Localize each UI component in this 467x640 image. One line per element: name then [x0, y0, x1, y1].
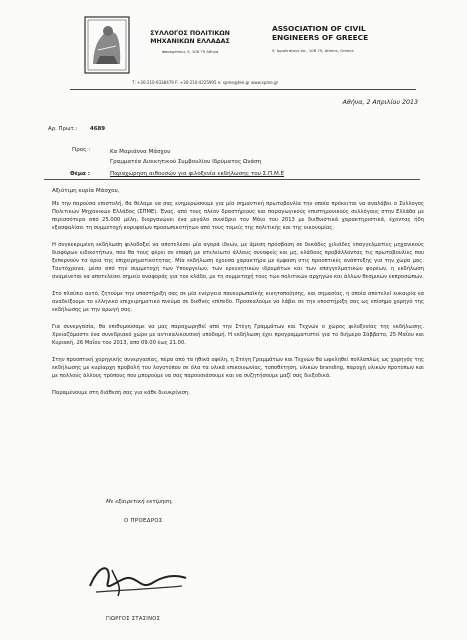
org-name-english-line1: ASSOCIATION OF CIVIL	[272, 24, 366, 33]
body-paragraph-3: Στο πλαίσιο αυτό, ζητούμε την υποστήριξη σας σε μία ενέργεια πανευρωπαϊκής κινητοποίησης, και σημασίας, η οποία αποτελεί ευκαιρία να αναδείξουμε το ελληνικό επιχειρηματικό πνεύμα σε διεθνές επίπεδο. Προσκαλούμε να λάβει σε την υποστήριξη σας ως επίσημο χορηγό της εκδήλωσης με την αρωγή σας.	[52, 291, 424, 313]
body-paragraph-6: Παραμένουμε στη διάθεσή σας για κάθε διευκρίνιση.	[52, 390, 190, 396]
recipient-title: Γραμματέα Διοικητικού Συμβουλίου Ιδρύματος Ωνάση	[110, 159, 262, 165]
body-paragraph-1: Με την παρούσα επιστολή, θα θέλαμε να σας ενημερώσουμε για μία σημαντική πρωτοβουλία την οποία πρόκειται να αναλάβει ο Σύλλογος Πολιτικών Μηχανικών Ελλάδος (ΣΠΜΕ). Ένας, από τους πλέον δραστήριους και παραγωγικούς επιστημονικούς συλλόγους στην Ελλάδα με περισσότερα από 25.000 μέλη, διοργανώνει ένα μεγάλο συνέδριο τον Μάιο του 2013 με διεθνιστικά χαρακτηριστικά, έχοντας ήδη εξασφαλίσει τη συμμετοχή κορυφαίων προσωπικοτήτων από τους τομείς της πολιτικής και της οικονομίας.	[52, 201, 424, 231]
org-name-english-line2: ENGINEERS OF GREECE	[272, 33, 369, 42]
letter-body	[52, 200, 424, 406]
subject-divider	[44, 179, 420, 180]
subject-label: Θέμα :	[70, 171, 91, 177]
org-name-english	[272, 24, 392, 42]
body-paragraph-5: Στην προοπτική χορηγικής συνεργασίας, πέρα από τα ηθικά οφέλη, η Στέγη Γραμμάτων και Τεχνών θα ωφεληθεί πολλαπλώς ως χορηγός της εκδήλωσης με κυρίαρχη προβολή του λογοτύπου σε όλα τα υλικά επικοινωνίας, τοποθέτηση, υλικών branding, παροχή υλικών προτύπων και με πολλούς άλλους τρόπους που μπορούμε να σας παρουσιάσουμε και να συζητήσουμε μαζί σας διεξοδικά.	[52, 357, 424, 379]
handwritten-signature	[82, 556, 192, 600]
recipient-label: Προς :	[72, 147, 91, 153]
subject-text: Παραχώρηση αιθουσών για φιλοξενία εκδήλωσης του Σ.Π.Μ.Ε	[110, 171, 285, 177]
contact-line: Τ: +30-210-9338479 F: +30-210-4225995 e: spme@tee.gr www.spme.gr	[132, 80, 279, 85]
org-name-greek	[140, 30, 240, 46]
letter-date: Αθήνα, 2 Απριλίου 2013	[342, 99, 418, 106]
reference-value: 4689	[90, 126, 106, 132]
address-greek: Ιπποκράτους 9, 106 79 Αθήνα	[161, 49, 219, 54]
signatory-name: ΓΙΩΡΓΟΣ ΣΤΑΣΙΝΟΣ	[106, 616, 161, 622]
letterhead-divider	[70, 89, 416, 90]
org-name-greek-line1: ΣΥΛΛΟΓΟΣ ΠΟΛΙΤΙΚΩΝ	[150, 30, 230, 37]
salutation: Αξιότιμη κυρία Μάσχου,	[52, 188, 120, 194]
president-title: Ο ΠΡΟΕΔΡΟΣ	[124, 518, 163, 524]
closing-line: Με εξαιρετική εκτίμηση,	[106, 499, 173, 505]
address-english: 9, Ippokratous str., 106 79, Athens, Greece	[272, 48, 354, 53]
recipient-block	[110, 147, 330, 167]
body-paragraph-2: Η συγκεκριμένη εκδήλωση φιλοδοξεί να αποτελέσει μία αγορά ιδεών, με άμεση πρόσβαση σε δεκάδες χιλιάδες επαγγελματίες μηχανικούς διαφόρων ειδικοτήτων, που θα τους φέρει σε επαφή με ατελείωτο άλλους συναφείς και μη, κλάδους προβάλλοντας τις πρωτοβουλίες που ξεπερνούν τα όρια της επιχειρηματικότητας. Μία εκδήλωση έχουσα χαρακτήρα με έμφαση στις προοπτικές ανάπτυξης για την χώρα μας. Ταυτόχρονα, μέσα από την συμμετοχή των Υπουργείων, των ερευνητικών ιδρυμάτων και των επαγγελματικών φορέων, η εκδήλωση αναμένεται να αποτελέσει σημείο αναφοράς για τον κλάδο, με τη συμμετοχή τους των πολιτικών αρχηγών και άλλων θεσμικών εκπροσώπων.	[52, 242, 424, 280]
reference-number	[48, 126, 106, 132]
recipient-name: Κα Μαριάννα Μάσχου	[110, 149, 171, 155]
org-name-greek-line2: ΜΗΧΑΝΙΚΩΝ ΕΛΛΑΔΑΣ	[150, 38, 230, 45]
body-paragraph-4: Για συνεργασία, θα επιθυμούσαμε να μας παραχωρηθεί από την Στέγη Γραμμάτων και Τεχνών ο χώρος φιλοξενίας της εκδήλωσης. Χρειαζόμαστε ένα συνεδριακό χώρο με αντικαλικουσική υποδομή. H εκδήλωση έχει προγραμματιστεί για το διήμερο Σάββατο, 25 Μαΐου και Κυριακή, 26 Μαΐου του 2013, απο 09.00 έως 21.00.	[52, 324, 424, 346]
association-seal-logo	[84, 16, 130, 74]
reference-label: Αρ. Πρωτ.:	[48, 126, 78, 132]
